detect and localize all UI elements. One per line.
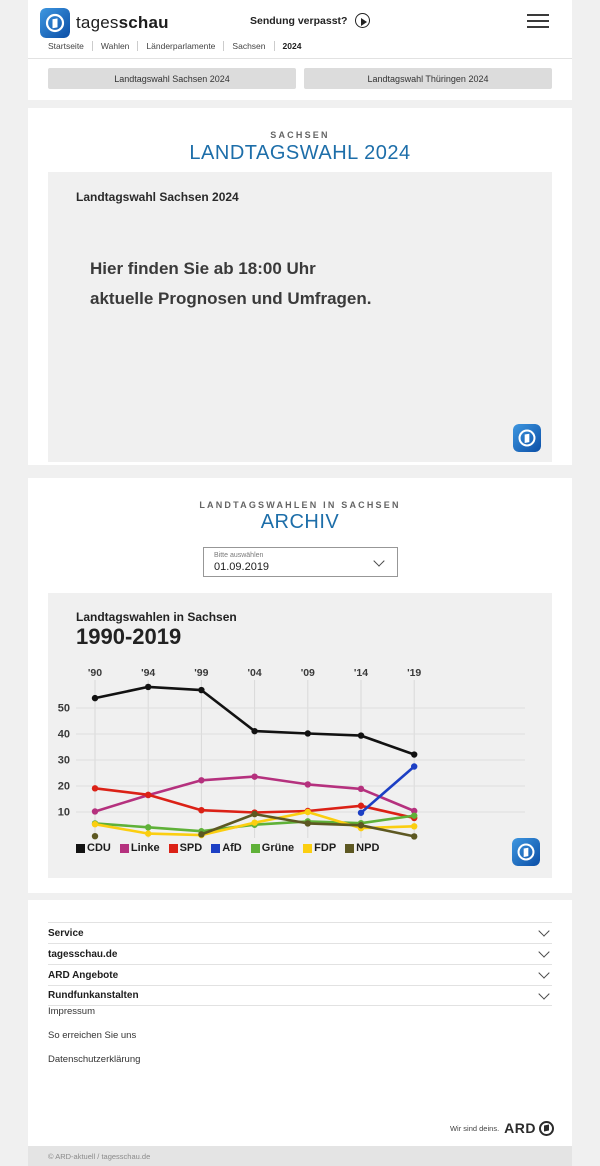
legend-color-swatch [169, 844, 178, 853]
chevron-down-icon [538, 967, 549, 978]
legend-color-swatch [303, 844, 312, 853]
chevron-down-icon [538, 946, 549, 957]
accordion-tagesschau-de[interactable] [48, 943, 552, 964]
legend-label: Linke [130, 842, 160, 854]
svg-text:40: 40 [57, 728, 70, 741]
svg-text:'14: '14 [353, 667, 369, 679]
svg-text:'99: '99 [194, 667, 209, 679]
footer-accordion [48, 922, 552, 1006]
date-select-dropdown[interactable] [203, 547, 398, 577]
election-teaser[interactable] [48, 172, 552, 462]
chevron-down-icon [373, 555, 384, 566]
legend-item-cdu [76, 842, 111, 854]
line-chart [48, 666, 552, 842]
teaser-line2: aktuelle Prognosen und Umfragen. [90, 289, 372, 308]
legend-color-swatch [345, 844, 354, 853]
accordion-ard-angebote[interactable] [48, 964, 552, 985]
tab-landtagswahl-sachsen[interactable]: Landtagswahl Sachsen 2024 [48, 68, 296, 89]
legend-item-linke [120, 842, 160, 854]
legend-label: NPD [356, 842, 380, 854]
wordmark-light: tages [76, 13, 119, 32]
footer [28, 900, 572, 1146]
legend-color-swatch [211, 844, 220, 853]
legend-color-swatch [120, 844, 129, 853]
breadcrumb-2024-current[interactable]: 2024 [282, 41, 302, 51]
header [28, 0, 572, 100]
play-icon[interactable] [355, 13, 370, 28]
section-kicker: SACHSEN [270, 130, 330, 140]
svg-text:'04: '04 [247, 667, 262, 679]
breadcrumb [48, 41, 309, 51]
ard-claim: Wir sind deins. [449, 1123, 500, 1133]
breadcrumb-sachsen[interactable]: Sachsen [232, 41, 266, 51]
wordmark-bold: schau [118, 13, 169, 32]
svg-text:'19: '19 [407, 667, 422, 679]
ard-logo-icon [539, 1121, 554, 1136]
sendung-verpasst-link[interactable] [250, 13, 370, 28]
dropdown-value: 01.09.2019 [214, 561, 270, 573]
accordion-label: ARD Angebote [48, 969, 119, 981]
svg-text:'90: '90 [87, 667, 103, 679]
svg-text:20: 20 [57, 780, 70, 793]
sendung-verpasst-label: Sendung verpasst? [250, 14, 348, 27]
accordion-rundfunkanstalten[interactable] [48, 985, 552, 1006]
archiv-section [28, 478, 572, 893]
teaser-title: Landtagswahl Sachsen 2024 [76, 190, 239, 204]
breadcrumb-laenderparlamente[interactable]: Länderparlamente [146, 41, 216, 51]
legend-label: Grüne [261, 842, 295, 854]
legend-label: AfD [222, 842, 242, 854]
chart-subtitle: 1990-2019 [76, 624, 182, 649]
breadcrumb-divider [28, 58, 572, 59]
legend-item-npd [345, 842, 379, 854]
legend-label: CDU [87, 842, 111, 854]
tab-landtagswahl-thueringen[interactable]: Landtagswahl Thüringen 2024 [304, 68, 552, 89]
svg-text:'94: '94 [141, 667, 156, 679]
link-so-erreichen-sie-uns[interactable]: So erreichen Sie uns [48, 1030, 137, 1041]
legend-item-fdp [303, 842, 336, 854]
legend-color-swatch [251, 844, 260, 853]
legend-item-spd [169, 842, 203, 854]
legend-label: FDP [314, 842, 337, 854]
legend-item-afd [211, 842, 242, 854]
tagesschau-logo-icon [40, 8, 70, 38]
accordion-label: Rundfunkanstalten [48, 990, 139, 1001]
accordion-label: Service [48, 927, 84, 939]
copyright-text: © ARD-aktuell / tagesschau.de [48, 1151, 151, 1161]
chevron-down-icon [538, 925, 549, 936]
tagesschau-app-icon[interactable] [40, 8, 70, 38]
archiv-kicker: LANDTAGSWAHLEN IN SACHSEN [199, 500, 401, 510]
svg-text:30: 30 [57, 754, 70, 767]
accordion-label: tagesschau.de [48, 948, 118, 960]
breadcrumb-startseite[interactable]: Startseite [48, 41, 84, 51]
chart-title: Landtagswahlen in Sachsen [76, 610, 237, 624]
tagesschau-watermark-icon [513, 424, 541, 452]
chevron-down-icon [538, 988, 549, 999]
ard-wordmark: ARD [504, 1120, 536, 1136]
legend-color-swatch [76, 844, 85, 853]
legend-item-grüne [251, 842, 294, 854]
dropdown-label: Bitte auswählen [214, 552, 264, 559]
link-datenschutzerklaerung[interactable]: Datenschutzerklärung [48, 1054, 141, 1065]
tagesschau-watermark-icon [512, 838, 540, 866]
tagesschau-wordmark[interactable] [76, 13, 169, 33]
accordion-service[interactable] [48, 922, 552, 943]
legend-label: SPD [179, 842, 203, 854]
teaser-line1: Hier finden Sie ab 18:00 Uhr [90, 259, 316, 278]
election-history-chart [48, 593, 552, 878]
chart-legend [76, 842, 388, 854]
breadcrumb-wahlen[interactable]: Wahlen [100, 41, 130, 51]
ard-brand[interactable] [450, 1120, 554, 1136]
link-impressum[interactable]: Impressum [48, 1006, 95, 1017]
svg-text:'09: '09 [300, 667, 315, 679]
menu-icon[interactable] [527, 14, 549, 32]
main-section [28, 108, 572, 465]
teaser-text [90, 254, 372, 314]
svg-text:10: 10 [57, 806, 70, 819]
footer-links [48, 1006, 140, 1078]
section-headline: LANDTAGSWAHL 2024 [189, 142, 411, 164]
copyright-bar [28, 1146, 572, 1166]
svg-text:50: 50 [57, 702, 70, 715]
archiv-headline: ARCHIV [260, 511, 340, 533]
